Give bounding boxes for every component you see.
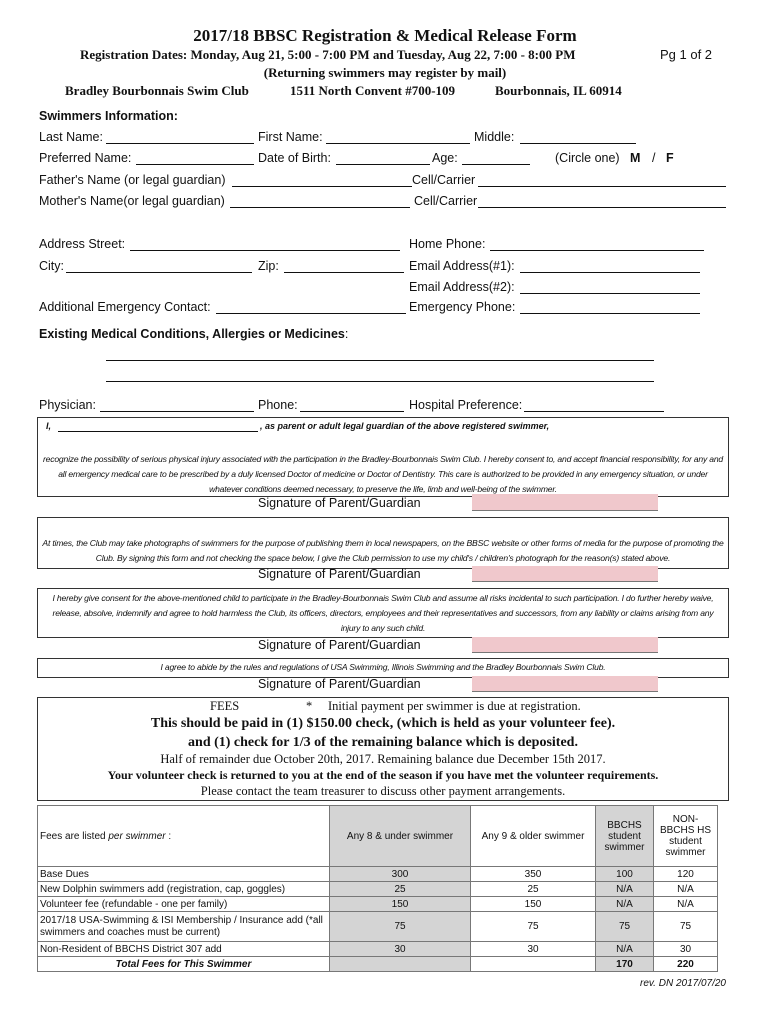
table-row [38, 882, 718, 897]
zip-field[interactable] [284, 272, 404, 273]
total-value: 220 [654, 957, 718, 972]
mother-name-field[interactable] [230, 207, 410, 208]
email1-label: Email Address(#1): [409, 259, 515, 273]
father-cell-field[interactable] [478, 186, 726, 187]
row-value: 30 [330, 942, 471, 957]
row-value: 75 [330, 912, 471, 942]
table-row [38, 942, 718, 957]
fees-line-3: Half of remainder due October 20th, 2017. Remaining balance due December 15th 2017. [160, 752, 606, 766]
medical-consent-box [37, 417, 729, 497]
physician-phone-field[interactable] [300, 411, 404, 412]
photo-consent-box [37, 517, 729, 569]
row-value: 350 [471, 867, 596, 882]
signature-field-3[interactable] [472, 637, 658, 653]
gender-circle-label: (Circle one) [555, 151, 620, 165]
father-cell-label: Cell/Carrier [412, 173, 476, 187]
age-label: Age: [432, 151, 458, 165]
header-9-older: Any 9 & older swimmer [471, 806, 596, 867]
medical-section-colon: : [344, 327, 349, 341]
fees-table [37, 805, 718, 972]
table-row [38, 897, 718, 912]
fees-listed-text: Fees are listed [40, 830, 109, 842]
page-number: Pg 1 of 2 [660, 47, 713, 62]
row-label: Non-Resident of BBCHS District 307 add [38, 942, 330, 957]
row-value: 30 [471, 942, 596, 957]
mother-name-label: Mother's Name(or legal guardian) [39, 194, 225, 208]
header-non-bbchs: NON-BBCHS HS student swimmer [654, 806, 718, 867]
fees-line-4: Your volunteer check is returned to you at the end of the season if you have met the volunteer requirements. [107, 768, 659, 782]
photo-consent-text: At times, the Club may take photographs of swimmers for the purpose of publishing them in local newspapers, on the BBSC website or other forms of media for the purpose of promoting the Club. By signing this form and not checking the space below, I give the Club permission to use my child's / children's photograph for the reason(s) stated above. [42, 538, 724, 563]
total-value: 170 [596, 957, 654, 972]
row-value: 150 [330, 897, 471, 912]
row-value: 25 [330, 882, 471, 897]
signature-field-1[interactable] [472, 494, 658, 511]
gender-slash: / [652, 151, 656, 165]
medical-section-text: Existing Medical Conditions, Allergies or Medicines [39, 327, 345, 341]
city-label: City: [39, 259, 64, 273]
row-value: N/A [654, 882, 718, 897]
club-address: 1511 North Convent #700-109 [290, 83, 456, 98]
fees-star: * [306, 699, 313, 713]
row-value: N/A [596, 942, 654, 957]
fees-box [37, 697, 729, 801]
zip-label: Zip: [258, 259, 279, 273]
first-name-field[interactable] [326, 143, 470, 144]
signature-field-2[interactable] [472, 566, 658, 582]
row-label: Volunteer fee (refundable - one per family) [38, 897, 330, 912]
row-value: 75 [654, 912, 718, 942]
registration-dates: Registration Dates: Monday, Aug 21, 5:00 - 7:00 PM and Tuesday, Aug 22, 7:00 - 8:00 PM [80, 47, 576, 62]
fees-table-header [38, 806, 718, 867]
total-row [38, 957, 718, 972]
dob-label: Date of Birth: [258, 151, 331, 165]
revision-note: rev. DN 2017/07/20 [640, 978, 726, 989]
guardian-name-field[interactable] [58, 431, 258, 432]
hospital-label: Hospital Preference: [409, 398, 523, 412]
gender-f-option[interactable]: F [666, 151, 674, 165]
row-value: N/A [596, 897, 654, 912]
row-value: 300 [330, 867, 471, 882]
physician-field[interactable] [100, 411, 254, 412]
row-value: N/A [596, 882, 654, 897]
age-field[interactable] [462, 164, 530, 165]
preferred-name-field[interactable] [136, 164, 254, 165]
fees-listed-italic: per swimmer [108, 830, 166, 842]
row-value: 150 [471, 897, 596, 912]
middle-name-field[interactable] [520, 143, 636, 144]
address-street-label: Address Street: [39, 237, 126, 251]
home-phone-label: Home Phone: [409, 237, 486, 251]
fees-initial-payment: Initial payment per swimmer is due at registration. [328, 699, 581, 713]
signature-field-4[interactable] [472, 676, 658, 692]
header-8-under: Any 8 & under swimmer [330, 806, 471, 867]
table-row [38, 867, 718, 882]
city-field[interactable] [66, 272, 252, 273]
middle-name-label: Middle: [474, 130, 515, 144]
total-value [471, 957, 596, 972]
emergency-phone-field[interactable] [520, 313, 700, 314]
mother-cell-field[interactable] [478, 207, 726, 208]
home-phone-field[interactable] [490, 250, 704, 251]
gender-m-option[interactable]: M [630, 151, 641, 165]
fees-line-5: Please contact the team treasurer to discuss other payment arrangements. [200, 784, 566, 798]
physician-phone-label: Phone: [258, 398, 298, 412]
signature-label-3: Signature of Parent/Guardian [258, 638, 421, 652]
fees-listed-colon: : [165, 830, 172, 842]
header-bbchs: BBCHS student swimmer [596, 806, 654, 867]
address-street-field[interactable] [130, 250, 400, 251]
first-name-label: First Name: [258, 130, 323, 144]
email2-field[interactable] [520, 293, 700, 294]
father-name-field[interactable] [232, 186, 412, 187]
dob-field[interactable] [336, 164, 430, 165]
row-value: 30 [654, 942, 718, 957]
fees-label: FEES [210, 699, 240, 713]
signature-label-1: Signature of Parent/Guardian [258, 496, 421, 510]
total-label: Total Fees for This Swimmer [38, 957, 330, 972]
row-label: New Dolphin swimmers add (registration, cap, goggles) [38, 882, 330, 897]
preferred-name-label: Preferred Name: [39, 151, 132, 165]
row-value: N/A [654, 897, 718, 912]
risk-consent-text: I hereby give consent for the above-mentioned child to participate in the Bradley-Bourbonnais Swim Club and assume all risks incidental to such participation. I do further hereby waive, release, absolve, indemnify and agree to hold harmless the Club, its officers, directors, employees and their representatives and successors, from any liability or claims arising from any injury to any such child. [52, 593, 714, 633]
hospital-field[interactable] [524, 411, 664, 412]
row-label: 2017/18 USA-Swimming & ISI Membership / Insurance add (*all swimmers and coaches must be current) [38, 912, 330, 942]
total-value [330, 957, 471, 972]
fees-line-2: and (1) check for 1/3 of the remaining balance which is deposited. [188, 735, 578, 750]
medical-section-title [39, 327, 348, 341]
mother-cell-label: Cell/Carrier [414, 194, 478, 208]
row-label: Base Dues [38, 867, 330, 882]
emergency-phone-label: Emergency Phone: [409, 300, 516, 314]
swimmer-section-title: Swimmers Information: [39, 109, 178, 123]
row-value: 120 [654, 867, 718, 882]
rules-consent-box [37, 658, 729, 678]
guardian-i-label: I, [46, 421, 52, 431]
medical-consent-text: recognize the possibility of serious physical injury associated with the participation in the Bradley-Bourbonnais Swim Club. I hereby consent to, and accept financial responsibility, for any and all emergency medical care to be prescribed by a duly licensed Doctor of medicine or Doctor of Dentistry. This care is authorized to be provided in any emergency situation, or under whatever conditions deemed necessary, to preserve the life, limb and well-being of the swimmer. [43, 454, 723, 494]
email1-field[interactable] [520, 272, 700, 273]
fees-listed-cell [38, 806, 330, 867]
club-city: Bourbonnais, IL 60914 [495, 83, 622, 98]
row-value: 75 [471, 912, 596, 942]
emergency-contact-label: Additional Emergency Contact: [39, 300, 211, 314]
signature-label-4: Signature of Parent/Guardian [258, 677, 421, 691]
physician-label: Physician: [39, 398, 96, 412]
father-name-label: Father's Name (or legal guardian) [39, 173, 226, 187]
medical-line-2[interactable] [106, 381, 654, 382]
row-value: 75 [596, 912, 654, 942]
risk-consent-box [37, 588, 729, 638]
rules-consent-text: I agree to abide by the rules and regulations of USA Swimming, Illinois Swimming and the Bradley Bourbonnais Swim Club. [160, 662, 606, 672]
form-title: 2017/18 BBSC Registration & Medical Release Form [193, 26, 577, 45]
fees-line-1: This should be paid in (1) $150.00 check, (which is held as your volunteer fee). [150, 716, 616, 731]
last-name-label: Last Name: [39, 130, 103, 144]
club-name: Bradley Bourbonnais Swim Club [65, 83, 249, 98]
returning-note: (Returning swimmers may register by mail) [263, 65, 507, 80]
last-name-field[interactable] [106, 143, 254, 144]
signature-label-2: Signature of Parent/Guardian [258, 567, 421, 581]
table-row [38, 912, 718, 942]
row-value: 25 [471, 882, 596, 897]
row-value: 100 [596, 867, 654, 882]
medical-line-1[interactable] [106, 360, 654, 361]
emergency-contact-field[interactable] [216, 313, 406, 314]
email2-label: Email Address(#2): [409, 280, 515, 294]
guardian-text: , as parent or adult legal guardian of the above registered swimmer, [260, 421, 550, 431]
